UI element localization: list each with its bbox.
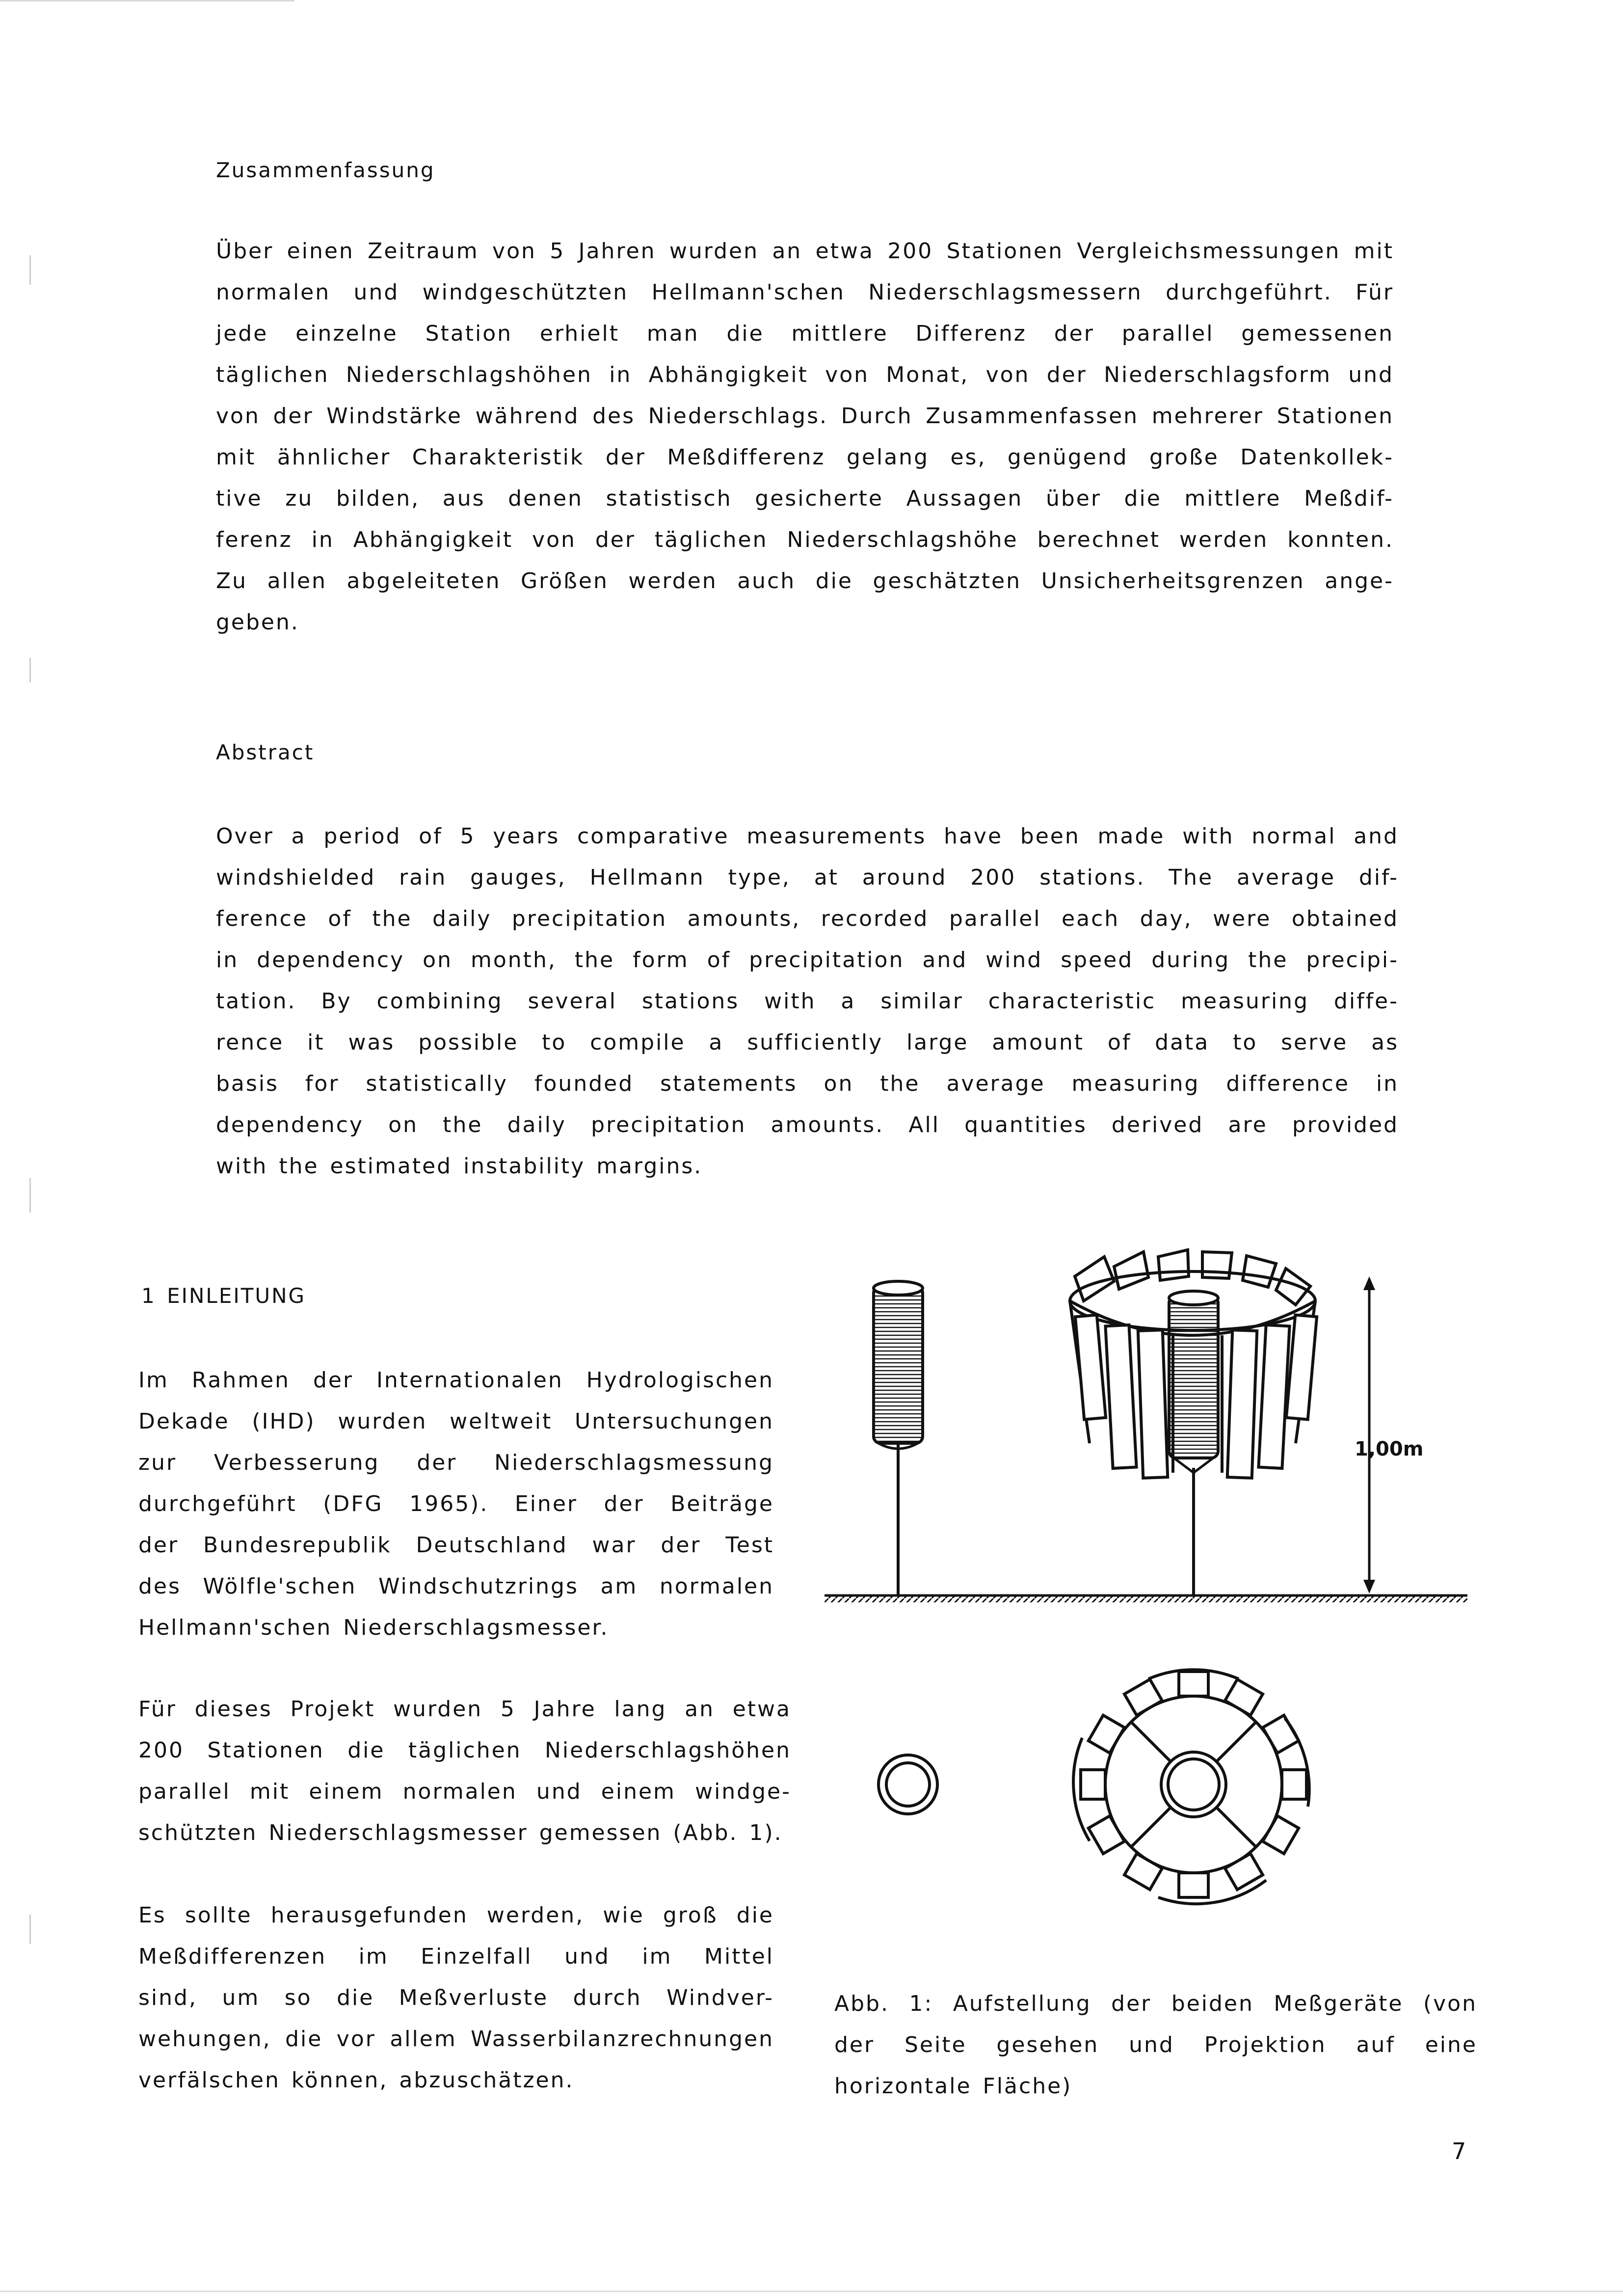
zusammenfassung-line: tive zu bilden, aus denen statistisch gesicherte Aussagen über die mittlere Meßdif- [216,486,1394,511]
intro-line: des Wölfle'schen Windschutzrings am normalen [138,1574,774,1599]
intro-line: durchgeführt (DFG 1965). Einer der Beiträge [138,1491,774,1516]
abstract-line: tation. By combining several stations with a similar characteristic measuring diffe- [216,989,1399,1014]
abstract-line: dependency on the daily precipitation amounts. All quantities derived are provided [216,1112,1399,1137]
intro-line: parallel mit einem normalen und einem windge- [138,1779,791,1804]
scan-mark [29,1915,31,1944]
intro-line: Meßdifferenzen im Einzelfall und im Mittel [138,1944,774,1969]
abstract-line: with the estimated instability margins. [216,1154,703,1179]
intro-line: zur Verbesserung der Niederschlagsmessung [138,1450,774,1475]
paragraph-abstract [216,816,1399,1187]
intro-paragraph-1 [138,1360,774,1648]
intro-line: schützten Niederschlagsmesser gemessen (Abb. 1). [138,1820,783,1845]
zusammenfassung-line: mit ähnlicher Charakteristik der Meßdifferenz gelang es, genügend große Datenkollek- [216,445,1394,470]
scan-edge-bottom [0,2291,1623,2292]
intro-line: Es sollte herausgefunden werden, wie groß die [138,1903,774,1928]
caption-line: Abb. 1: Aufstellung der beiden Meßgeräte (von [834,1991,1477,2016]
abstract-line: basis for statistically founded statements on the average measuring difference in [216,1071,1399,1096]
caption-line: der Seite gesehen und Projektion auf eine [834,2032,1477,2057]
windshield-ring-plan-icon [1073,1670,1309,1904]
section-title-einleitung: 1 EINLEITUNG [141,1284,306,1308]
caption-line: horizontale Fläche) [834,2074,1072,2099]
intro-paragraph-2 [138,1689,791,1854]
zusammenfassung-line: von der Windstärke während des Niederschlags. Durch Zusammenfassen mehrerer Stationen [216,404,1394,429]
abstract-line: windshielded rain gauges, Hellmann type, at around 200 stations. The average dif- [216,865,1399,890]
zusammenfassung-line: Über einen Zeitraum von 5 Jahren wurden an etwa 200 Stationen Vergleichsmessungen mit [216,239,1394,264]
intro-line: Im Rahmen der Internationalen Hydrologischen [138,1368,774,1393]
intro-line: sind, um so die Meßverluste durch Windver- [138,1985,774,2010]
normal-gauge-plan-icon [878,1755,937,1814]
zusammenfassung-line: täglichen Niederschlagshöhen in Abhängigkeit von Monat, von der Niederschlagsform und [216,362,1394,387]
abstract-line: rence it was possible to compile a sufficiently large amount of data to serve as [216,1030,1399,1055]
intro-line: Hellmann'schen Niederschlagsmesser. [138,1615,609,1640]
zusammenfassung-line: jede einzelne Station erhielt man die mittlere Differenz der parallel gemessenen [216,321,1394,346]
page-number: 7 [1452,2138,1468,2164]
intro-line: verfälschen können, abzuschätzen. [138,2068,574,2093]
intro-line: Für dieses Projekt wurden 5 Jahre lang an etwa [138,1697,791,1722]
abstract-line: Over a period of 5 years comparative measurements have been made with normal and [216,824,1399,849]
figure-caption [834,1983,1477,2107]
paragraph-zusammenfassung [216,231,1394,643]
normal-gauge-side-icon [874,1281,923,1596]
intro-line: wehungen, die vor allem Wasserbilanzrechnungen [138,2026,774,2052]
windshielded-gauge-side-icon [1169,1291,1218,1596]
zusammenfassung-line: normalen und windgeschützten Hellmann'schen Niederschlagsmessern durchgeführt. Für [216,280,1394,305]
figure-gauge-setup [815,1227,1502,1978]
zusammenfassung-line: geben. [216,610,299,635]
intro-line: der Bundesrepublik Deutschland war der Test [138,1533,774,1558]
intro-line: 200 Stationen die täglichen Niederschlagshöhen [138,1738,791,1763]
heading-zusammenfassung: Zusammenfassung [216,158,435,182]
zusammenfassung-line: ferenz in Abhängigkeit von der täglichen Niederschlagshöhe berechnet werden konnten. [216,527,1394,552]
ground-line [825,1595,1467,1602]
scan-mark [29,255,31,285]
height-dimension-arrow [1363,1276,1375,1594]
height-label: 1,00m [1355,1438,1424,1460]
abstract-line: in dependency on month, the form of precipitation and wind speed during the precipi- [216,947,1399,972]
zusammenfassung-line: Zu allen abgeleiteten Größen werden auch die geschätzten Unsicherheitsgrenzen ange- [216,568,1394,594]
intro-paragraph-3 [138,1895,774,2101]
intro-line: Dekade (IHD) wurden weltweit Untersuchungen [138,1409,774,1434]
abstract-line: ference of the daily precipitation amounts, recorded parallel each day, were obtained [216,906,1399,931]
scan-mark [29,1178,31,1213]
scan-mark [29,658,31,682]
scan-edge-top [0,0,294,1]
heading-abstract: Abstract [216,740,315,764]
